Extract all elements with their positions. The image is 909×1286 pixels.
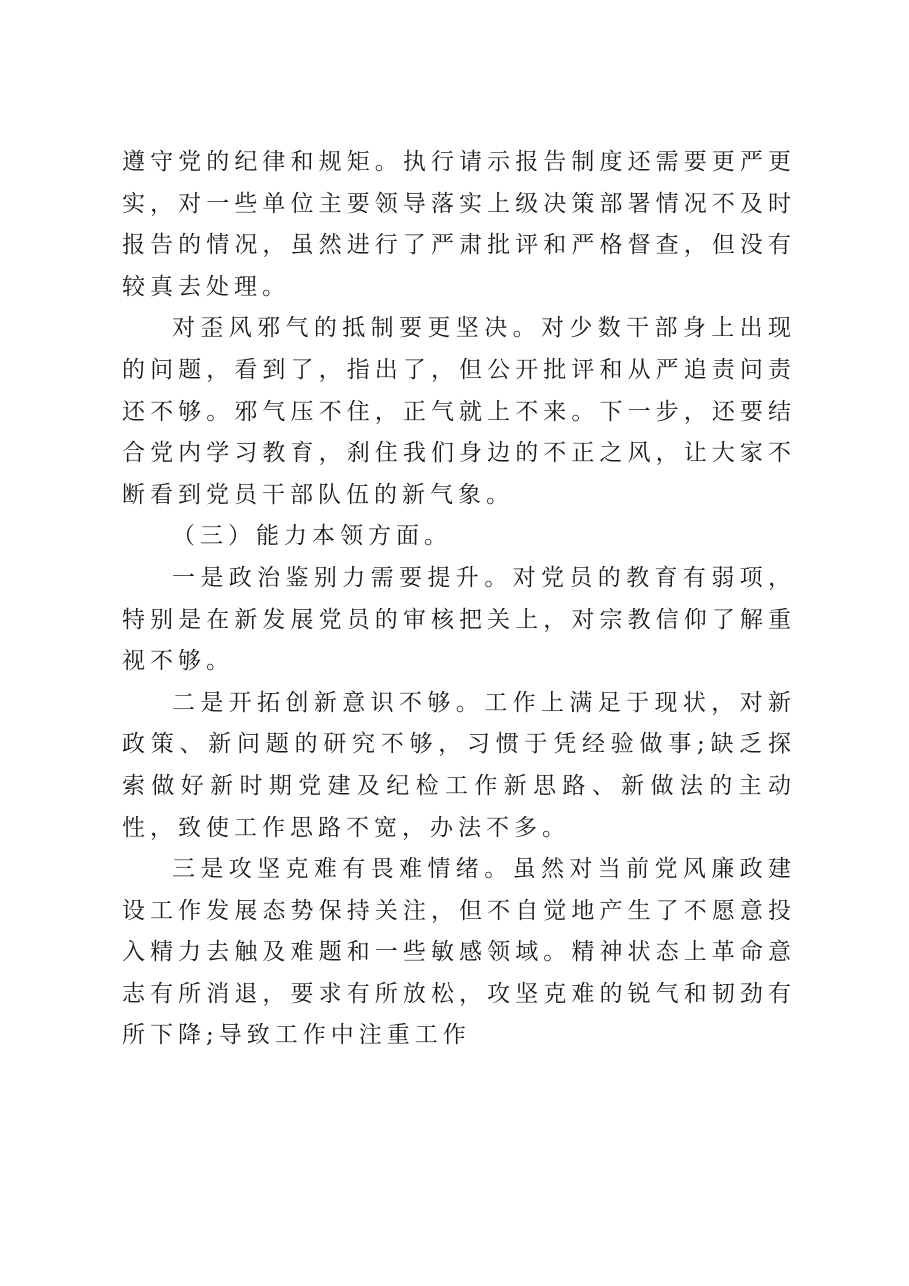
paragraph-political-discernment: 一是政治鉴别力需要提升。对党员的教育有弱项，特别是在新发展党员的审核把关上，对宗教信仰了解重视不够。 xyxy=(122,564,796,675)
paragraph-overcoming-difficulties: 三是攻坚克难有畏难情绪。虽然对当前党风廉政建设工作发展态势保持关注，但不自觉地产生了不愿意投入精力去触及难题和一些敏感领域。精神状态上革命意志有所消退，要求有所放松，攻坚克难的锐气和韧劲有所下降;导致工作中注重工作 xyxy=(122,856,796,1049)
paragraph-discipline: 遵守党的纪律和规矩。执行请示报告制度还需要更严更实，对一些单位主要领导落实上级决策部署情况不及时报告的情况，虽然进行了严肃批评和严格督查，但没有较真去处理。 xyxy=(122,149,796,300)
document-body xyxy=(122,142,796,1057)
paragraph-innovation: 二是开拓创新意识不够。工作上满足于现状，对新政策、新问题的研究不够，习惯于凭经验做事;缺乏探索做好新时期党建及纪检工作新思路、新做法的主动性，致使工作思路不宽，办法不多。 xyxy=(122,689,796,841)
paragraph-unhealthy-trends: 对歪风邪气的抵制要更坚决。对少数干部身上出现的问题，看到了，指出了，但公开批评和从严追责问责还不够。邪气压不住，正气就上不来。下一步，还要结合党内学习教育，刹住我们身边的不正之风，让大家不断看到党员干部队伍的新气象。 xyxy=(122,315,796,508)
section-heading-ability: （三）能力本领方面。 xyxy=(172,523,452,550)
